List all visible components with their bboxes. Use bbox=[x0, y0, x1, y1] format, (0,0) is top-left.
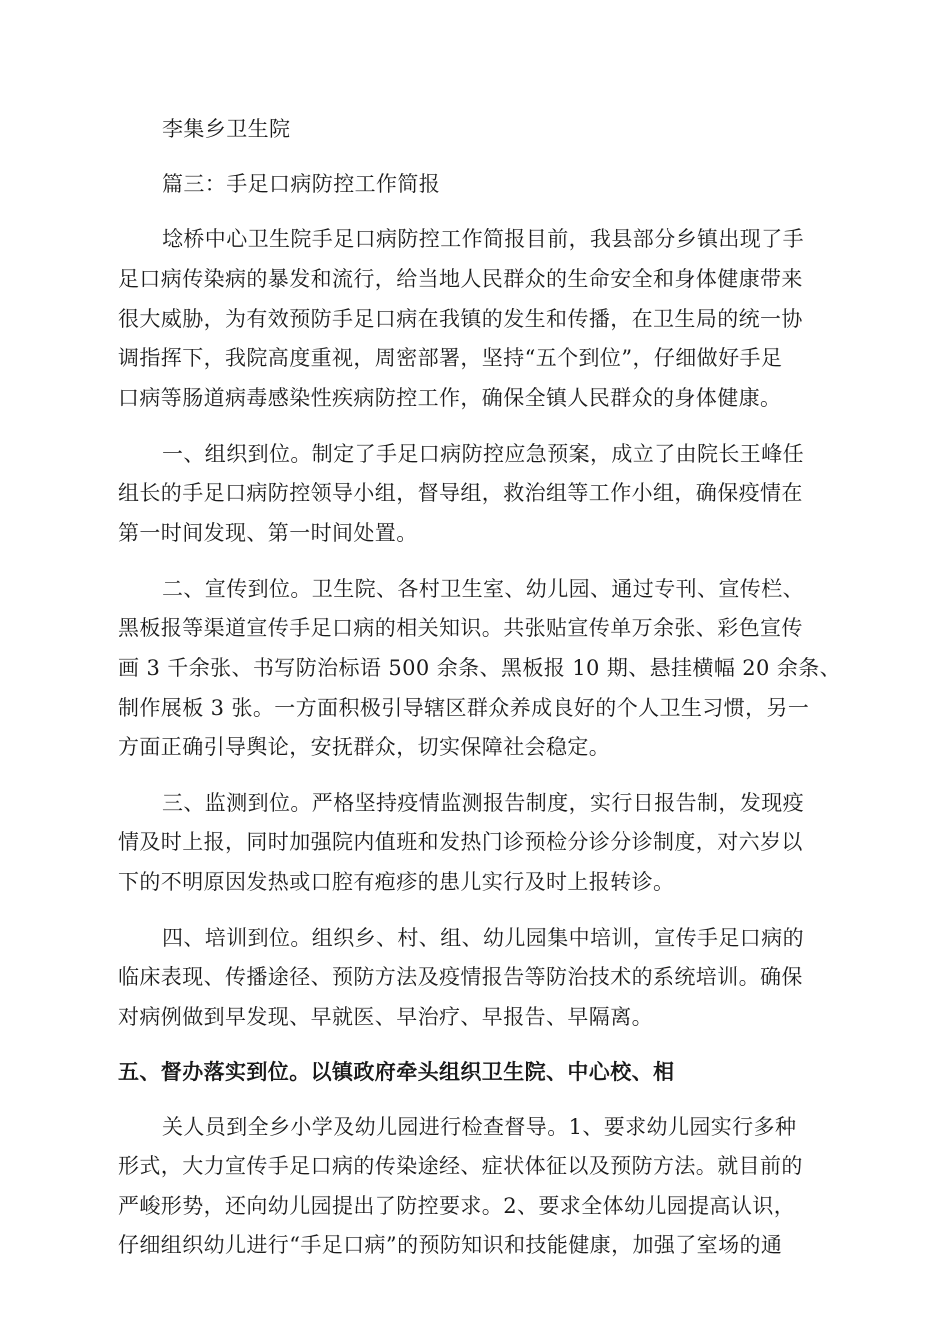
item5-line: 严峻形势，还向幼儿园提出了防控要求。2、要求全体幼儿园提高认识， bbox=[118, 1194, 796, 1218]
item4-line: 四、培训到位。组织乡、村、组、幼儿园集中培训，宣传手足口病的 bbox=[162, 926, 804, 950]
item2-line: 制作展板 3 张。一方面积极引导辖区群众养成良好的个人卫生习惯，另一 bbox=[118, 696, 810, 720]
item2-line: 二、宣传到位。卫生院、各村卫生室、幼儿园、通过专刊、宣传栏、 bbox=[162, 577, 804, 601]
item2-line: 方面正确引导舆论，安抚群众，切实保障社会稳定。 bbox=[118, 735, 611, 759]
item3-line: 三、监测到位。严格坚持疫情监测报告制度，实行日报告制，发现疫 bbox=[162, 791, 804, 815]
intro-line: 足口病传染病的暴发和流行，给当地人民群众的生命安全和身体健康带来 bbox=[118, 267, 803, 291]
item5-line: 形式，大力宣传手足口病的传染途经、症状体征以及预防方法。就目前的 bbox=[118, 1154, 803, 1178]
item5-heading: 五、督办落实到位。以镇政府牵头组织卫生院、中心校、相 bbox=[118, 1059, 675, 1084]
item4-line: 临床表现、传播途径、预防方法及疫情报告等防治技术的系统培训。确保 bbox=[118, 965, 803, 989]
intro-line: 埝桥中心卫生院手足口病防控工作简报目前，我县部分乡镇出现了手 bbox=[162, 227, 804, 251]
item3-line: 下的不明原因发热或口腔有疱疹的患儿实行及时上报转诊。 bbox=[118, 870, 675, 894]
item5-line: 仔细组织幼儿进行“手足口病”的预防知识和技能健康，加强了室场的通 bbox=[118, 1233, 783, 1257]
intro-line: 口病等肠道病毒感染性疾病防控工作，确保全镇人民群众的身体健康。 bbox=[118, 386, 782, 410]
item5-line: 关人员到全乡小学及幼儿园进行检查督导。1、要求幼儿园实行多种 bbox=[162, 1115, 797, 1139]
item2-line: 画 3 千余张、书写防治标语 500 余条、黑板报 10 期、悬挂横幅 20 余条、 bbox=[118, 656, 842, 680]
item1-line: 一、组织到位。制定了手足口病防控应急预案，成立了由院长王峰任 bbox=[162, 442, 804, 466]
section-title: 篇三：手足口病防控工作简报 bbox=[162, 172, 441, 196]
intro-line: 很大威胁，为有效预防手足口病在我镇的发生和传播，在卫生局的统一协 bbox=[118, 307, 803, 331]
item2-line: 黑板报等渠道宣传手足口病的相关知识。共张贴宣传单万余张、彩色宣传 bbox=[118, 616, 803, 640]
item1-line: 组长的手足口病防控领导小组，督导组，救治组等工作小组，确保疫情在 bbox=[118, 481, 803, 505]
item1-line: 第一时间发现、第一时间处置。 bbox=[118, 521, 418, 545]
signature-line: 李集乡卫生院 bbox=[162, 117, 291, 141]
intro-line: 调指挥下，我院高度重视，周密部署，坚持“五个到位”，仔细做好手足 bbox=[118, 346, 783, 370]
item3-line: 情及时上报，同时加强院内值班和发热门诊预检分诊分诊制度，对六岁以 bbox=[118, 830, 803, 854]
item4-line: 对病例做到早发现、早就医、早治疗、早报告、早隔离。 bbox=[118, 1005, 653, 1029]
